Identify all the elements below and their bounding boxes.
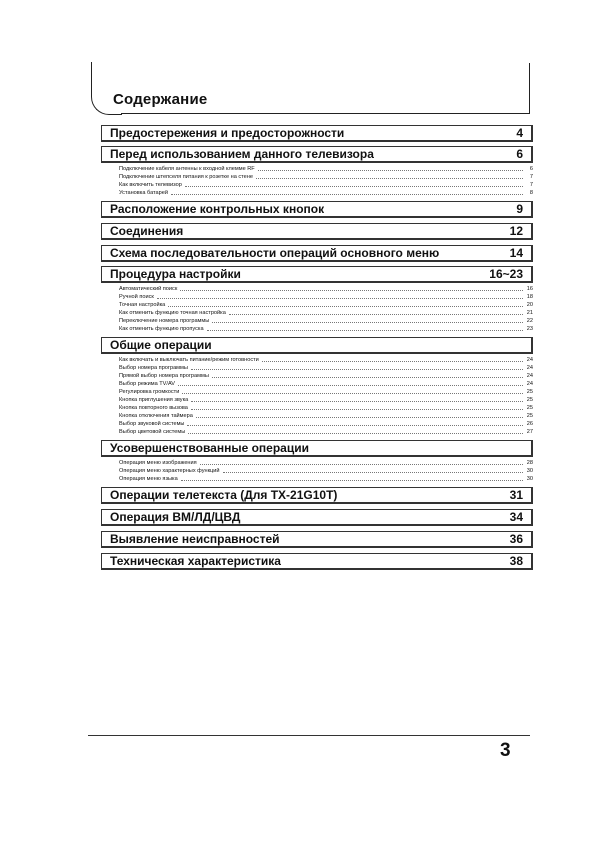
dot-leader [256, 178, 523, 179]
header-frame-line [121, 113, 530, 114]
toc-section-label: Операции телетекста (Для TX-21G10T) [110, 488, 338, 502]
dot-leader [168, 306, 523, 307]
toc-subsection-page: 24 [526, 381, 533, 387]
toc-subsection-page: 30 [526, 468, 533, 474]
toc-section-label: Предостережения и предосторожности [110, 126, 345, 140]
toc-subsection[interactable] [119, 285, 533, 293]
toc-subsection[interactable] [119, 309, 533, 317]
toc-section[interactable] [101, 245, 533, 262]
header-frame-right [529, 63, 530, 113]
toc-subsection-page: 25 [526, 405, 533, 411]
toc-subsection-page: 24 [526, 365, 533, 371]
toc-section[interactable] [101, 223, 533, 240]
toc-section[interactable] [101, 553, 533, 570]
toc-section-page: 31 [509, 488, 523, 502]
dot-leader [196, 417, 523, 418]
toc-subsection[interactable] [119, 428, 533, 436]
table-of-contents [101, 125, 533, 570]
toc-subsection-label: Как включить телевизор [119, 182, 182, 188]
dot-leader [191, 369, 523, 370]
dot-leader [191, 401, 523, 402]
toc-section-page: 16~23 [489, 267, 523, 281]
dot-leader [187, 425, 523, 426]
toc-subsection[interactable] [119, 388, 533, 396]
toc-subsection[interactable] [119, 372, 533, 380]
toc-subsection[interactable] [119, 412, 533, 420]
footer-divider [88, 735, 530, 736]
toc-subsection[interactable] [119, 356, 533, 364]
toc-subsection-page: 25 [526, 413, 533, 419]
toc-subsection[interactable] [119, 317, 533, 325]
toc-section-label: Соединения [110, 224, 184, 238]
dot-leader [171, 194, 523, 195]
dot-leader [182, 393, 523, 394]
dot-leader [229, 314, 523, 315]
toc-subsection[interactable] [119, 467, 533, 475]
toc-subsection-label: Операция меню языка [119, 476, 178, 482]
toc-subsection-page: 24 [526, 357, 533, 363]
toc-subsection-label: Кнопка повторного вызова [119, 405, 188, 411]
toc-section[interactable] [101, 201, 533, 218]
toc-subsection-page: 20 [526, 302, 533, 308]
toc-section-page: 12 [509, 224, 523, 238]
toc-section[interactable] [101, 266, 533, 283]
toc-section-label: Операция ВМ/ЛД/ЦВД [110, 510, 241, 524]
dot-leader [188, 433, 523, 434]
toc-subsection[interactable] [119, 380, 533, 388]
toc-subsection-list [101, 354, 533, 436]
toc-subsection[interactable] [119, 301, 533, 309]
toc-subsection[interactable] [119, 189, 533, 197]
toc-subsection-label: Автоматический поиск [119, 286, 178, 292]
toc-subsection[interactable] [119, 293, 533, 301]
toc-subsection[interactable] [119, 364, 533, 372]
toc-section-page: 38 [509, 554, 523, 568]
toc-subsection-label: Как включать и выключать питание/режим готовности [119, 357, 259, 363]
toc-section-page: 36 [509, 532, 523, 546]
toc-section-label: Расположение контрольных кнопок [110, 202, 325, 216]
dot-leader [200, 464, 523, 465]
toc-subsection-label: Установка батарей [119, 190, 169, 196]
toc-subsection-page: 26 [526, 421, 533, 427]
toc-subsection-page: 30 [526, 476, 533, 482]
toc-section[interactable] [101, 509, 533, 526]
toc-section-label: Техническая характеристика [110, 554, 281, 568]
toc-subsection-list [101, 457, 533, 483]
toc-section-page: 14 [509, 246, 523, 260]
toc-section-label: Процедура настройки [110, 267, 241, 281]
toc-subsection-page: 23 [526, 326, 533, 332]
toc-subsection-label: Как отменить функцию пропуска [119, 326, 204, 332]
toc-subsection-label: Кнопка отключения таймера [119, 413, 193, 419]
toc-subsection-label: Прямой выбор номера программы [119, 373, 209, 379]
toc-section-page: 34 [509, 510, 523, 524]
toc-subsection-label: Выбор звуковой системы [119, 421, 185, 427]
toc-subsection-label: Как отменить функцию точная настройка [119, 310, 226, 316]
toc-subsection-list [101, 163, 533, 197]
dot-leader [223, 472, 523, 473]
toc-subsection[interactable] [119, 325, 533, 333]
toc-section-page: 6 [516, 147, 523, 161]
toc-subsection-label: Ручной поиск [119, 294, 154, 300]
toc-section-label: Перед использованием данного телевизора [110, 147, 374, 161]
toc-subsection-label: Выбор цветовой системы [119, 429, 186, 435]
toc-section-label: Усовершенствованные операции [110, 441, 309, 455]
toc-subsection-page: 25 [526, 389, 533, 395]
dot-leader [262, 361, 523, 362]
toc-subsection-page: 25 [526, 397, 533, 403]
toc-subsection-page: 21 [526, 310, 533, 316]
toc-subsection[interactable] [119, 165, 533, 173]
toc-subsection-page: 16 [526, 286, 533, 292]
toc-subsection-page: 7 [529, 174, 533, 180]
toc-subsection[interactable] [119, 181, 533, 189]
dot-leader [181, 480, 523, 481]
toc-subsection-page: 28 [526, 460, 533, 466]
toc-subsection-label: Переключение номера программы [119, 318, 210, 324]
toc-subsection[interactable] [119, 173, 533, 181]
dot-leader [157, 298, 523, 299]
toc-subsection[interactable] [119, 404, 533, 412]
dot-leader [185, 186, 523, 187]
toc-subsection-list [101, 283, 533, 333]
page-title: Содержание [113, 91, 208, 108]
dot-leader [180, 290, 523, 291]
toc-section[interactable] [101, 487, 533, 504]
toc-subsection-label: Регулировка громкости [119, 389, 180, 395]
dot-leader [212, 377, 523, 378]
dot-leader [258, 170, 523, 171]
toc-section-page: 4 [516, 126, 523, 140]
toc-subsection-label: Подключение штепселя питания к розетке на стене [119, 174, 253, 180]
toc-section-page: 9 [516, 202, 523, 216]
dot-leader [212, 322, 523, 323]
toc-section-label: Схема последовательности операций основного меню [110, 246, 440, 260]
toc-section-label: Общие операции [110, 338, 212, 352]
toc-section[interactable] [101, 337, 533, 354]
toc-subsection-label: Операция меню изображения [119, 460, 197, 466]
dot-leader [191, 409, 523, 410]
dot-leader [178, 385, 523, 386]
toc-subsection-page: 7 [529, 182, 533, 188]
toc-subsection-page: 22 [526, 318, 533, 324]
toc-subsection-page: 27 [526, 429, 533, 435]
toc-subsection-label: Выбор номера программы [119, 365, 188, 371]
page-number: 3 [500, 740, 511, 761]
toc-subsection[interactable] [119, 420, 533, 428]
toc-section[interactable] [101, 440, 533, 457]
toc-subsection-page: 8 [529, 190, 533, 196]
toc-subsection-label: Подключение кабеля антенны к входной клемме RF [119, 166, 255, 172]
toc-section[interactable] [101, 146, 533, 163]
toc-subsection-label: Операция меню характерных функций [119, 468, 220, 474]
toc-subsection[interactable] [119, 396, 533, 404]
dot-leader [207, 330, 523, 331]
toc-subsection[interactable] [119, 459, 533, 467]
toc-subsection-page: 6 [529, 166, 533, 172]
toc-subsection-label: Точная настройка [119, 302, 166, 308]
toc-subsection-page: 18 [526, 294, 533, 300]
toc-subsection-label: Выбор режима TV/AV [119, 381, 176, 387]
toc-section[interactable] [101, 125, 533, 142]
toc-subsection[interactable] [119, 475, 533, 483]
toc-subsection-label: Кнопка приглушения звука [119, 397, 189, 403]
toc-section[interactable] [101, 531, 533, 548]
toc-section-label: Выявление неисправностей [110, 532, 280, 546]
toc-subsection-page: 24 [526, 373, 533, 379]
